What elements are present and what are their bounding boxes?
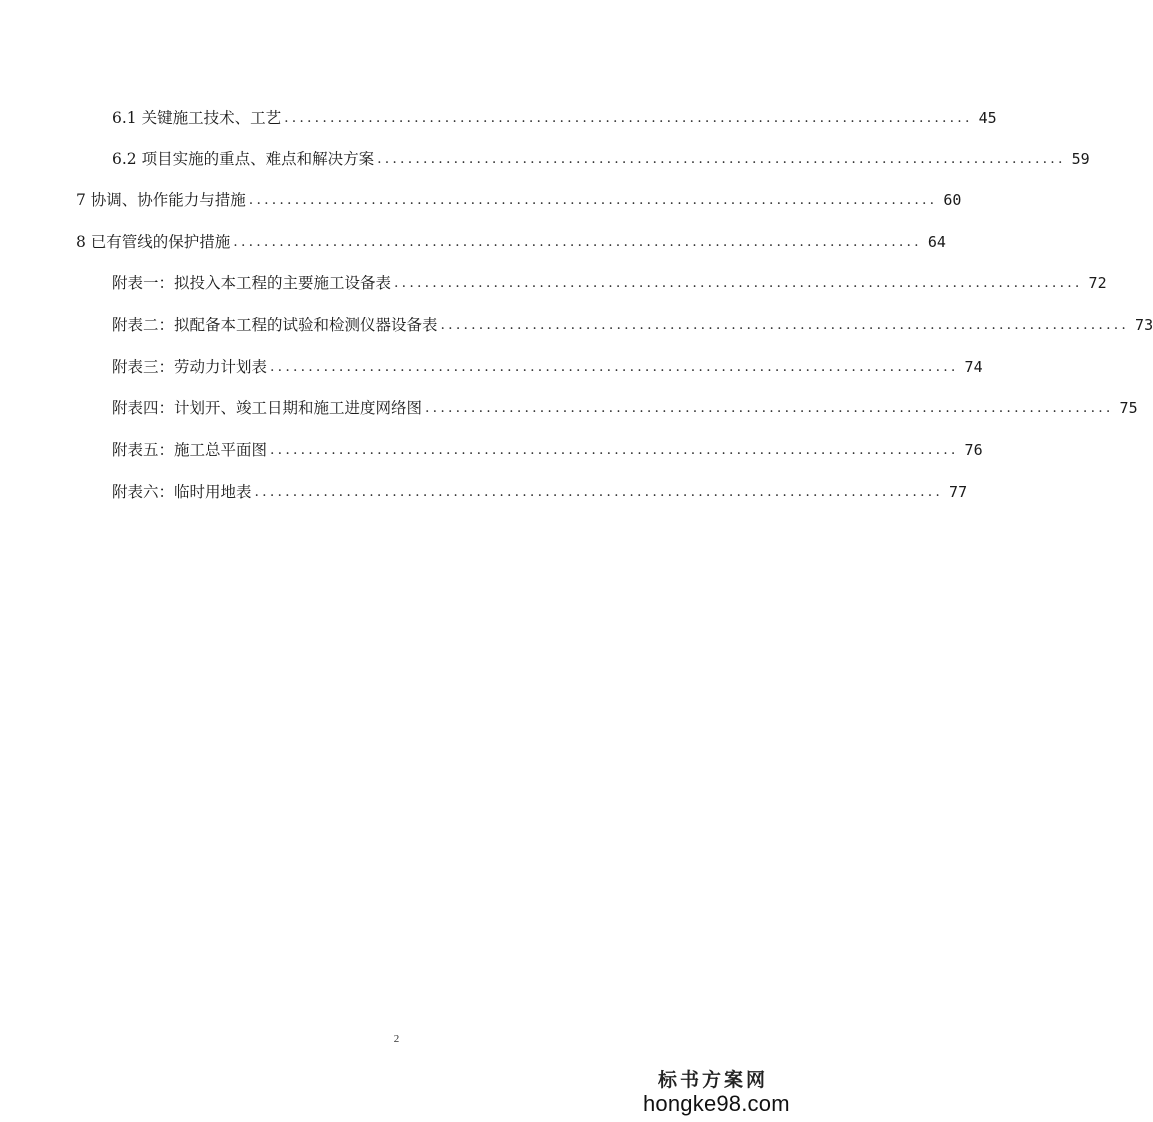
toc-page-number: 72 bbox=[1088, 274, 1107, 292]
toc-page-number: 45 bbox=[978, 109, 997, 127]
toc-entry-title: 附表四：计划开、竣工日期和施工进度网络图 bbox=[112, 399, 423, 417]
toc-entry-title: 7 协调、协作能力与措施 bbox=[76, 191, 246, 209]
toc-entry-title: 附表五：施工总平面图 bbox=[112, 441, 268, 459]
toc-page-number: 77 bbox=[949, 483, 968, 501]
toc-page-number: 76 bbox=[964, 441, 983, 459]
toc-page-number: 64 bbox=[927, 233, 946, 251]
toc-dot-leader: .......................................................................................... bbox=[377, 151, 1066, 167]
toc-page-number: 73 bbox=[1135, 316, 1153, 334]
toc-entry-title: 6.1 关键施工技术、工艺 bbox=[112, 109, 282, 127]
toc-entry-title: 8 已有管线的保护措施 bbox=[76, 233, 231, 251]
toc-entry[interactable] bbox=[112, 271, 1107, 295]
toc-entry[interactable] bbox=[112, 396, 1138, 420]
toc-entry[interactable] bbox=[112, 355, 983, 379]
toc-page-number: 59 bbox=[1071, 150, 1090, 168]
toc-entry[interactable] bbox=[76, 230, 946, 254]
toc-page-number: 75 bbox=[1119, 399, 1138, 417]
watermark-url: hongke98.com bbox=[643, 1091, 790, 1116]
toc-dot-leader: .......................................................................................... bbox=[270, 442, 959, 458]
toc-entry-title: 6.2 项目实施的重点、难点和解决方案 bbox=[112, 150, 375, 168]
toc-dot-leader: .......................................................................................... bbox=[254, 484, 944, 500]
watermark-logo bbox=[643, 1068, 790, 1116]
toc-entry[interactable] bbox=[112, 106, 997, 130]
page-number: 2 bbox=[393, 1033, 400, 1045]
toc-page-number: 60 bbox=[943, 191, 962, 209]
toc-entry[interactable] bbox=[112, 147, 1090, 171]
toc-dot-leader: .......................................................................................... bbox=[425, 400, 1114, 416]
toc-page-number: 74 bbox=[964, 358, 983, 376]
toc-entry[interactable] bbox=[112, 313, 1153, 337]
toc-entry[interactable] bbox=[112, 438, 983, 462]
toc-entry-title: 附表一：拟投入本工程的主要施工设备表 bbox=[112, 274, 392, 292]
toc-dot-leader: .......................................................................................... bbox=[440, 317, 1130, 333]
toc-entry-title: 附表二：拟配备本工程的试验和检测仪器设备表 bbox=[112, 316, 438, 334]
toc-entry[interactable] bbox=[112, 480, 968, 504]
toc-dot-leader: .......................................................................................... bbox=[394, 275, 1083, 291]
toc-dot-leader: .......................................................................................... bbox=[270, 359, 959, 375]
watermark-name: 标书方案网 bbox=[657, 1069, 768, 1091]
toc-dot-leader: .......................................................................................... bbox=[248, 192, 938, 208]
toc-dot-leader: .......................................................................................... bbox=[233, 234, 922, 250]
toc-entry[interactable] bbox=[76, 188, 962, 212]
toc-entry-title: 附表六：临时用地表 bbox=[112, 483, 252, 501]
toc-entry-title: 附表三：劳动力计划表 bbox=[112, 358, 268, 376]
toc-dot-leader: .......................................................................................... bbox=[284, 110, 973, 126]
